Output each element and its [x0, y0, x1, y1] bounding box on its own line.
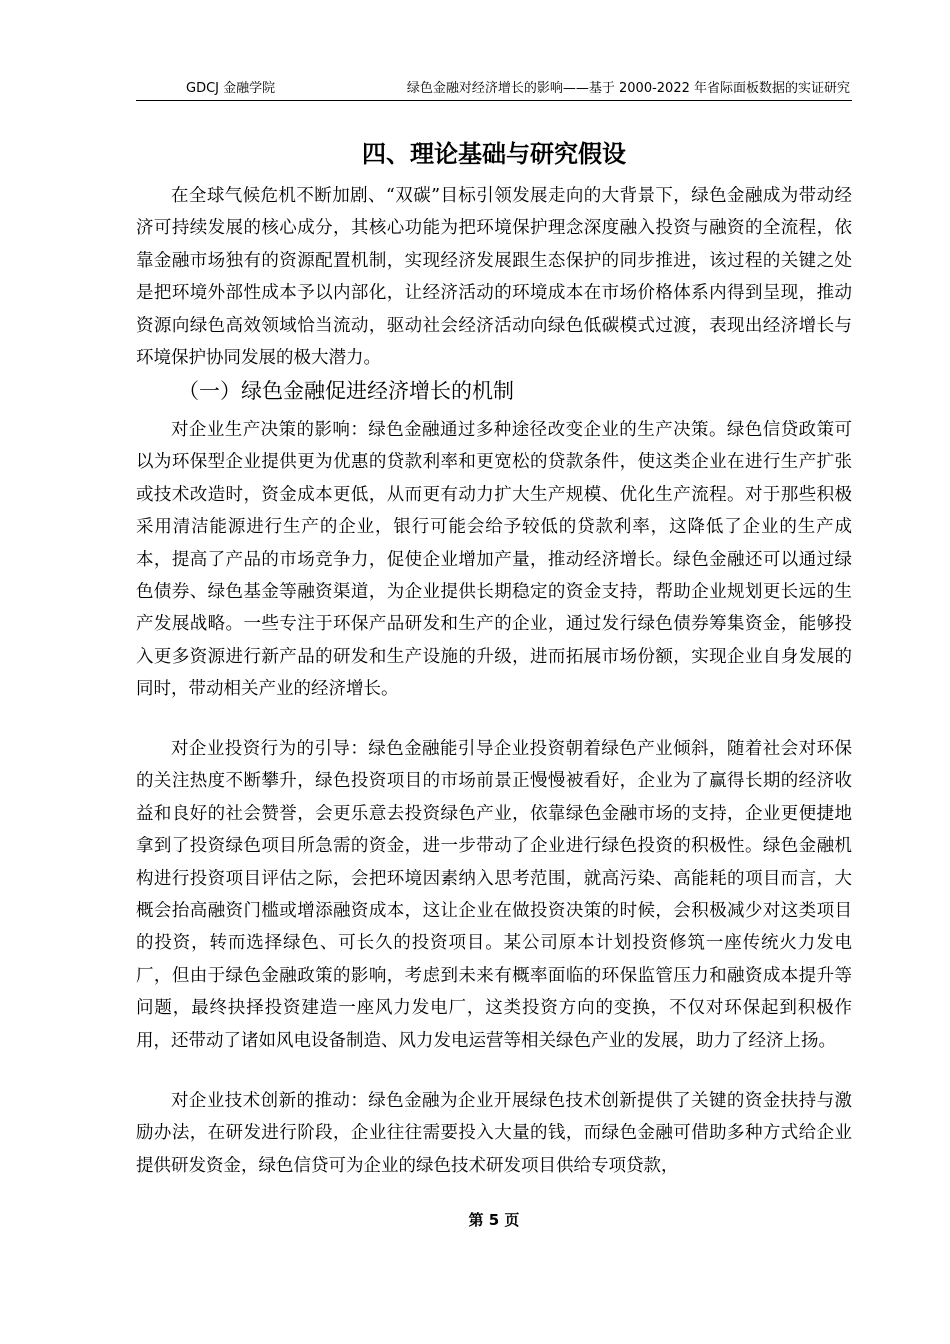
header-institution: GDCJ 金融学院: [186, 81, 276, 96]
header-paper-title: 绿色金融对经济增长的影响——基于 2000-2022 年省际面板数据的实证研究: [406, 81, 850, 96]
body-paragraph-production: 对企业生产决策的影响：绿色金融通过多种途径改变企业的生产决策。绿色信贷政策可以为环保型企业提供更为优惠的贷款利率和更宽松的贷款条件，使这类企业在进行生产扩张或技术改造时，资金成本更低，从而更有动力扩大生产规模、优化生产流程。对于那些积极采用清洁能源进行生产的企业，银行可能会给予较低的贷款利率，这降低了企业的生产成本，提高了产品的市场竞争力，促使企业增加产量，推动经济增长。绿色金融还可以通过绿色债券、绿色基金等融资渠道，为企业提供长期稳定的资金支持，帮助企业规划更长远的生产发展战略。一些专注于环保产品研发和生产的企业，通过发行绿色债券筹集资金，能够投入更多资源进行新产品的研发和生产设施的升级，进而拓展市场份额，实现企业自身发展的同时，带动相关产业的经济增长。: [136, 420, 852, 700]
page-number: 第 5 页: [468, 1211, 520, 1229]
intro-paragraph: 在全球气候危机不断加剧、“双碳”目标引领发展走向的大背景下，绿色金融成为带动经济可持续发展的核心成分，其核心功能为把环境保护理念深度融入投资与融资的全流程，依靠金融市场独有的资源配置机制，实现经济发展跟生态保护的同步推进，该过程的关键之处是把环境外部性成本予以内部化，让经济活动的环境成本在市场价格体系内得到呈现，推动资源向绿色高效领域恰当流动，驱动社会经济活动向绿色低碳模式过渡，表现出经济增长与环境保护协同发展的极大潜力。: [136, 186, 852, 369]
header-divider: [136, 100, 852, 101]
subsection-heading: （一）绿色金融促进经济增长的机制: [178, 379, 514, 403]
body-paragraph-investment: 对企业投资行为的引导：绿色金融能引导企业投资朝着绿色产业倾斜，随着社会对环保的关注热度不断攀升，绿色投资项目的市场前景正慢慢被看好，企业为了赢得长期的经济收益和良好的社会赞誉，会更乐意去投资绿色产业，依靠绿色金融市场的支持，企业更便捷地拿到了投资绿色项目所急需的资金，进一步带动了企业进行绿色投资的积极性。绿色金融机构进行投资项目评估之际，会把环境因素纳入思考范围，就高污染、高能耗的项目而言，大概会抬高融资门槛或增添融资成本，这让企业在做投资决策的时候，会积极减少对这类项目的投资，转而选择绿色、可长久的投资项目。某公司原本计划投资修筑一座传统火力发电厂，但由于绿色金融政策的影响，考虑到未来有概率面临的环保监管压力和融资成本提升等问题，最终抉择投资建造一座风力发电厂，这类投资方向的变换，不仅对环保起到积极作用，还带动了诸如风电设备制造、风力发电运营等相关绿色产业的发展，助力了经济上扬。: [136, 739, 852, 1051]
section-title: 四、理论基础与研究假设: [362, 140, 626, 168]
running-header: [136, 78, 852, 100]
body-paragraph-innovation: 对企业技术创新的推动：绿色金融为企业开展绿色技术创新提供了关键的资金扶持与激励办法，在研发进行阶段，企业往往需要投入大量的钱，而绿色金融可借助多种方式给企业提供研发资金，绿色信贷可为企业的绿色技术研发项目供给专项贷款，: [136, 1091, 852, 1176]
